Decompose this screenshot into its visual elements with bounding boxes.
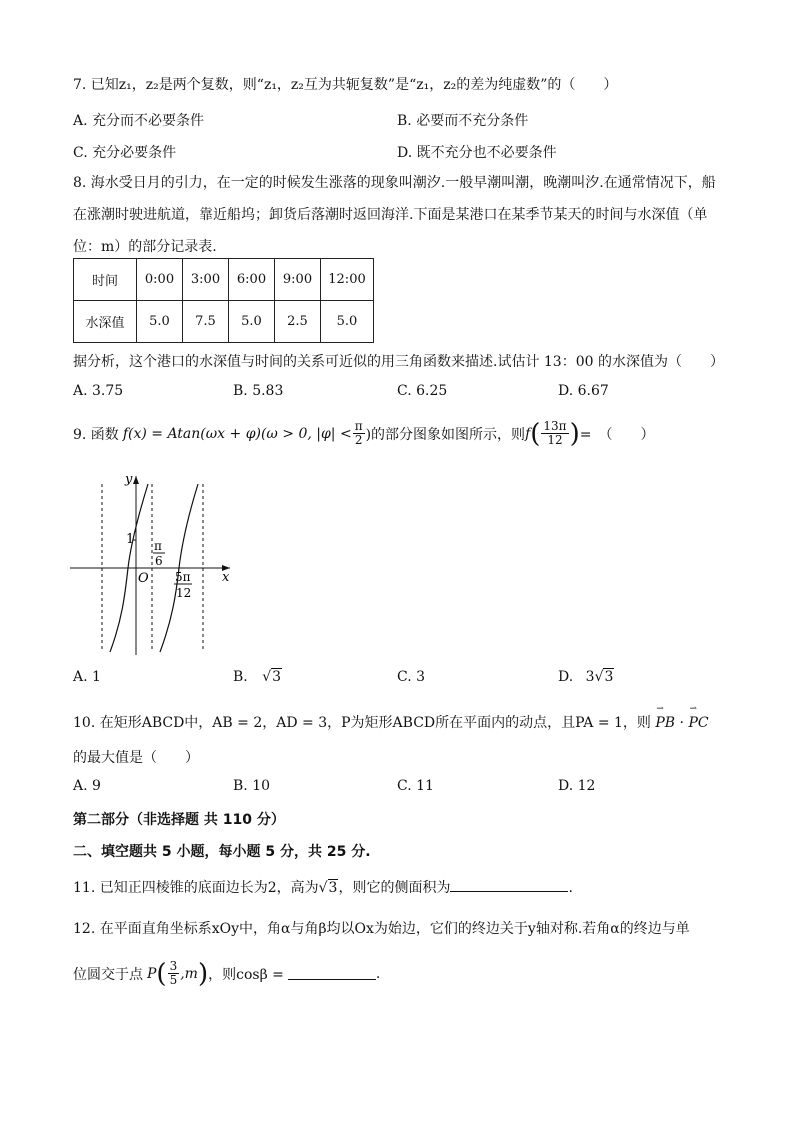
q7-stem: 7. 已知z₁，z₂是两个复数，则“z₁，z₂互为共轭复数”是“z₁，z₂的差为纯虚数”的（ ） [73, 77, 618, 93]
q9-option-d: D. 3√3 [558, 669, 614, 685]
fraction-numerator: π [354, 419, 363, 433]
table-cell: 5.0 [229, 301, 275, 343]
q10-line-2: 的最大值是（ ） [73, 750, 199, 766]
q10-line-1 [73, 712, 709, 732]
part2-title: 第二部分（非选择题 共 110 分） [73, 812, 285, 828]
tick-pi-6-den: 6 [155, 554, 163, 568]
dot-operator: · [679, 715, 684, 731]
fraction-denominator: 12 [547, 433, 563, 447]
sqrt-radicand: 3 [604, 669, 614, 685]
table-cell: 9:00 [275, 259, 321, 301]
table-cell: 2.5 [275, 301, 321, 343]
q9-function: f(x) = Atan(ωx + φ)(ω > 0, |φ| < [122, 425, 352, 442]
table-row [74, 301, 374, 343]
q11-text-a: 11. 已知正四棱锥的底面边长为2，高为 [73, 880, 319, 896]
q9-prefix: 9. 函数 [73, 426, 119, 443]
y-one-label: 1 [126, 532, 135, 547]
q9-end: = （ ） [579, 426, 655, 443]
table-cell: 6:00 [229, 259, 275, 301]
q8-question: 据分析，这个港口的水深值与时间的关系可近似的用三角函数来描述.试估计 13：00 的水深值为（ ） [73, 354, 724, 370]
q7-option-a: A. 充分而不必要条件 [73, 113, 205, 129]
sqrt-radicand: 3 [328, 880, 338, 896]
right-paren: ) [569, 418, 580, 449]
q10-text: 10. 在矩形ABCD中，AB = 2，AD = 3，P为矩形ABCD所在平面内的动点，且PA = 1，则 [73, 715, 651, 731]
q9-graph [70, 470, 240, 660]
q12-line-2 [73, 960, 380, 987]
vector-pc: ⇀ PC [688, 715, 708, 731]
q12-text-b: ，则cosβ = [208, 966, 284, 983]
q8-line-2: 在涨潮时驶进航道，靠近船坞；卸货后落潮时返回海洋.下面是某港口在某季节某天的时间与水深值（单 [73, 207, 708, 223]
tide-table [73, 258, 374, 343]
fraction-numerator: 13π [543, 419, 567, 433]
q10-option-a: A. 9 [73, 778, 101, 794]
fraction-denominator: 2 [354, 433, 363, 447]
q8-line-3: 位：m）的部分记录表. [73, 239, 217, 255]
vector-pb: ⇀ PB [655, 715, 675, 731]
q8-option-c: C. 6.25 [397, 383, 448, 399]
left-paren: ( [156, 958, 167, 989]
q9-option-c: C. 3 [397, 669, 426, 685]
q9-f-label: f [525, 425, 531, 442]
option-label: B. [233, 669, 248, 685]
q8-line-1: 8. 海水受日月的引力，在一定的时候发生涨落的现象叫潮汐.一般早潮叫潮，晚潮叫汐.在通常情况下，船 [73, 175, 716, 191]
q9-pi-over-2 [353, 420, 365, 447]
q9-option-a: A. 1 [73, 669, 101, 685]
q10-option-d: D. 12 [558, 778, 596, 794]
q10-option-c: C. 11 [397, 778, 434, 794]
answer-blank[interactable] [450, 879, 568, 892]
option-label: D. [558, 669, 574, 685]
origin-label: O [138, 571, 149, 586]
q8-option-a: A. 3.75 [73, 383, 124, 399]
tick-pi-6-num: π [154, 539, 162, 553]
tick-5pi-12-num: 5π [175, 570, 191, 584]
y-axis-label: y [125, 472, 133, 487]
fraction-numerator: 3 [169, 959, 178, 973]
q9-mid: )的部分图象如图所示，则 [365, 426, 526, 443]
table-header-cell: 时间 [74, 259, 137, 301]
table-cell: 3:00 [183, 259, 229, 301]
table-cell: 5.0 [137, 301, 183, 343]
table-cell: 12:00 [321, 259, 374, 301]
q12-end: . [375, 965, 381, 982]
coordinate-m: ,m [180, 965, 198, 982]
q9-argument [541, 420, 568, 447]
coefficient: 3 [585, 669, 595, 685]
point-p: P [147, 965, 157, 982]
q8-option-d: D. 6.67 [558, 383, 609, 399]
q11-end: . [568, 880, 573, 896]
q12-text-a: 位圆交于点 [73, 966, 143, 983]
section-heading: 二、填空题共 5 小题，每小题 5 分，共 25 分. [73, 844, 371, 860]
right-paren: ) [197, 958, 209, 989]
answer-blank[interactable] [288, 967, 376, 980]
table-header-cell: 水深值 [74, 301, 137, 343]
q11-stem: 11. 已知正四棱锥的底面边长为2，高为√3，则它的侧面积为 . [73, 880, 573, 896]
q12-line-1: 12. 在平面直角坐标系xOy中，角α与角β均以Ox为始边，它们的终边关于y轴对称.若角α的终边与单 [73, 921, 690, 937]
left-paren: ( [530, 418, 541, 449]
sqrt-radicand: 3 [272, 669, 282, 685]
q9-option-b: B. √3 [233, 669, 282, 685]
x-axis-label: x [222, 570, 230, 585]
table-cell: 0:00 [137, 259, 183, 301]
table-row [74, 259, 374, 301]
q7-option-b: B. 必要而不充分条件 [397, 113, 529, 129]
q11-text-b: ，则它的侧面积为 [338, 880, 451, 896]
q7-option-d: D. 既不充分也不必要条件 [397, 145, 557, 161]
q10-option-b: B. 10 [233, 778, 271, 794]
q9-stem [73, 420, 654, 447]
table-cell: 5.0 [321, 301, 374, 343]
fraction-three-fifths [168, 960, 180, 987]
q8-option-b: B. 5.83 [233, 383, 284, 399]
y-axis-arrow [133, 476, 139, 484]
q7-option-c: C. 充分必要条件 [73, 145, 177, 161]
tick-5pi-12-den: 12 [176, 586, 192, 600]
table-cell: 7.5 [183, 301, 229, 343]
fraction-denominator: 5 [169, 973, 178, 987]
